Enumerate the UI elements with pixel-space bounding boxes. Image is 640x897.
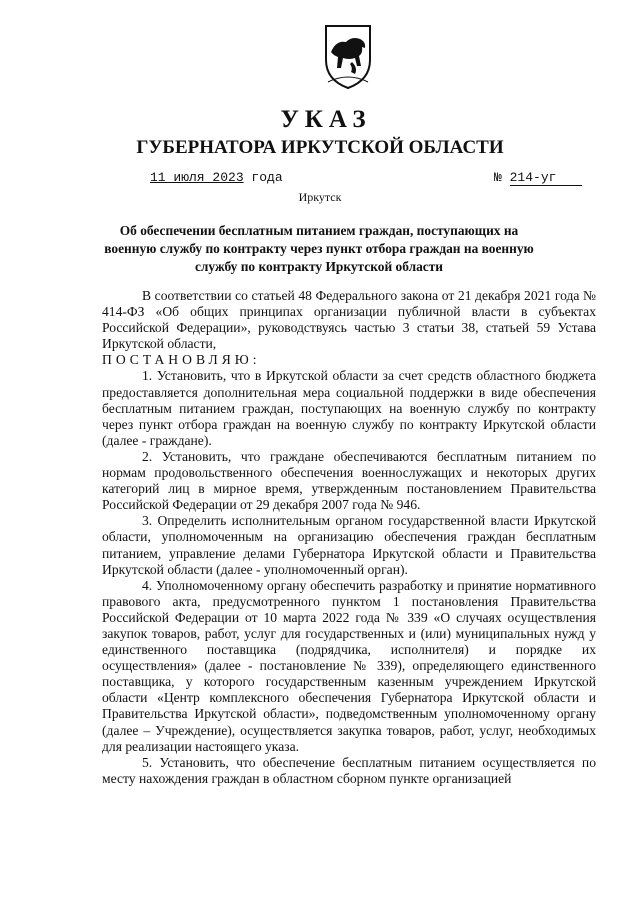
paragraph-4: 4. Уполномоченному органу обеспечить разработку и принятие нормативного правового акта, предусмотренного пунктом 1 постановления Правительства Российской Федерации от 10 марта 2022 года № 339 «О случаях осуществления закупок товаров, работ, услуг для государственных и (или) муниципальных нужд у единственного поставщика (подрядчика, исполнителя) и порядке их осуществления» (далее - постановление № 339), определяющего единственного поставщика, у которого государственным казенным учреждением Иркутской области «Центр комплексного обеспечения Губернатора Иркутской области и Правительства Иркутской области», подведомственным уполномоченному органу (далее – Учреждение), осуществляется закупка товаров, работ, услуг, необходимых для реализации настоящего указа. bbox=[102, 577, 596, 754]
document-number bbox=[494, 170, 582, 186]
document-type-title: УКАЗ bbox=[280, 106, 372, 133]
paragraph-3: 3. Определить исполнительным органом государственной власти Иркутской области, уполномоченным на организацию обеспечения граждан бесплатным питанием, управление делами Губернатора Иркутской области и Правительства Иркутской области (далее - уполномоченный орган). bbox=[102, 513, 596, 577]
document-date-suffix: года bbox=[243, 170, 283, 185]
paragraph-decree-word: ПОСТАНОВЛЯЮ: bbox=[102, 352, 261, 368]
document-date bbox=[150, 170, 283, 185]
coat-of-arms-icon bbox=[322, 22, 374, 90]
document-city: Иркутск bbox=[298, 190, 342, 204]
document-subject: Об обеспечении бесплатным питанием граждан, поступающих на военную службу по контракту через пункт отбора граждан на военную службу по контракту Иркутской области bbox=[104, 223, 534, 274]
document-body bbox=[102, 288, 596, 787]
paragraph-5: 5. Установить, что обеспечение бесплатным питанием осуществляется по месту нахождения граждан в областном сборном пункте организацией bbox=[102, 754, 596, 786]
paragraph-2: 2. Установить, что граждане обеспечиваются бесплатным питанием по нормам продовольственного обеспечения военнослужащих и некоторых других категорий лиц в мирное время, утвержденным постановлением Правительства Российской Федерации от 29 декабря 2007 года № 946. bbox=[102, 448, 596, 513]
paragraph-1: 1. Установить, что в Иркутской области за счет средств областного бюджета предоставляется дополнительная мера социальной поддержки в виде обеспечения бесплатным питанием граждан, поступающих на военную службу по контракту через пункт отбора граждан на военную службу по контракту Иркутской области (далее - граждане). bbox=[102, 368, 596, 448]
document-number-prefix: № bbox=[494, 170, 502, 185]
issuer-title: ГУБЕРНАТОРА ИРКУТСКОЙ ОБЛАСТИ bbox=[136, 137, 504, 158]
document-date-value: 11 июля 2023 bbox=[150, 170, 244, 185]
document-number-value: 214-уг bbox=[510, 170, 582, 186]
paragraph-preamble: В соответствии со статьей 48 Федерального закона от 21 декабря 2021 года № 414-ФЗ «Об общих принципах организации публичной власти в субъектах Российской Федерации», руководствуясь частью 3 статьи 38, статьей 59 Устава Иркутской области, bbox=[102, 288, 596, 352]
